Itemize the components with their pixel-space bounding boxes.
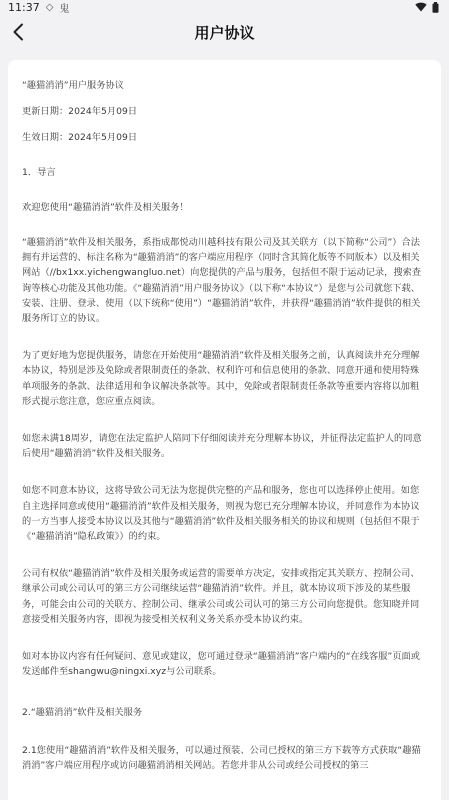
section-2-title: 2.“趣猫消消”软件及相关服务 <box>22 707 143 719</box>
agreement-content <box>22 78 427 773</box>
status-notification-icon: ◇ <box>45 1 54 13</box>
agreement-card[interactable] <box>8 60 441 800</box>
welcome-text: 欢迎您使用“趣猫消消”软件及相关服务！ <box>22 201 189 213</box>
page-title: 用户协议 <box>194 23 255 42</box>
paragraph-3: 如您未满18周岁，请您在法定监护人陪同下仔细阅读并充分理解本协议，并征得法定监护人的同意后使用“趣猫消消”软件及相关服务。 <box>22 433 422 460</box>
status-app-icon: 鬼 <box>59 3 70 15</box>
paragraph-1: “趣猫消消”软件及相关服务，系指成都悦动川越科技有限公司及其关联方（以下简称“公司”）合法拥有并运营的、标注名称为“趣猫消消”的客户端应用程序（同时含其简化版等不同版本）以及相关网站（//bx1xx.yichengwangluo.net）向您提供的产品与服务，包括但不限于运动记录，搜索查询等核心功能及其他功能。《“趣猫消消”用户服务协议》（以下称“本协议”）是您与公司就您下载、安装、注册、登录、使用（以下统称“使用”）“趣猫消消”软件，并获得“趣猫消消”软件提供的相关服务所订立的协议。 <box>22 237 422 325</box>
wifi-icon <box>415 2 427 12</box>
section-1-title: 1．导言 <box>22 166 56 178</box>
back-button[interactable] <box>4 18 32 46</box>
battery-icon <box>432 2 439 13</box>
header-bar <box>0 14 449 50</box>
paragraph-7: 2.1您使用“趣猫消消”软件及相关服务，可以通过预装、公司已授权的第三方下载等方式获取“趣猫消消”客户端应用程序或访问趣猫消消相关网站。若您并非从公司或经公司授权的第三 <box>22 744 421 771</box>
status-bar <box>0 0 449 14</box>
status-left <box>8 0 69 15</box>
paragraph-5: 公司有权依“趣猫消消”软件及相关服务或运营的需要单方决定，安排或指定其关联方、控制公司、继承公司或公司认可的第三方公司继续运营“趣猫消消”软件。并且，就本协议项下涉及的某些服务，可能会由公司的关联方、控制公司、继承公司或公司认可的第三方公司向您提供。您知晓并同意接受相关服务内容，即视为接受相关权利义务关系亦受本协议约束。 <box>22 568 420 625</box>
paragraph-4: 如您不同意本协议，这将导致公司无法为您提供完整的产品和服务，您也可以选择停止使用。如您自主选择同意或使用“趣猫消消”软件及相关服务，则视为您已充分理解本协议，并同意作为本协议的一方当事人接受本协议以及其他与“趣猫消消”软件及相关服务相关的协议和规则（包括但不限于《“趣猫消消”隐私政策》）的约束。 <box>22 485 420 543</box>
agreement-heading: “趣猫消消”用户服务协议 <box>22 80 124 91</box>
status-time: 11:37 <box>8 0 40 14</box>
effective-date: 生效日期：2024年5月09日 <box>22 132 138 144</box>
paragraph-2: 为了更好地为您提供服务，请您在开始使用“趣猫消消”软件及相关服务之前，认真阅读并充分理解本协议，特别是涉及免除或者限制责任的条款、权利许可和信息使用的条款、同意开通和使用特殊单项服务的条款、法律适用和争议解决条款等。其中，免除或者限制责任条款等重要内容将以加粗形式提示您注意，您应重点阅读。 <box>22 350 420 407</box>
chevron-left-icon <box>12 23 24 41</box>
updated-date: 更新日期：2024年5月09日 <box>22 106 138 118</box>
status-right <box>415 2 439 13</box>
paragraph-6: 如对本协议内容有任何疑问、意见或建议，您可通过登录“趣猫消消”客户端内的“在线客服”页面或发送邮件至shangwu@ningxi.xyz与公司联系。 <box>22 651 420 678</box>
